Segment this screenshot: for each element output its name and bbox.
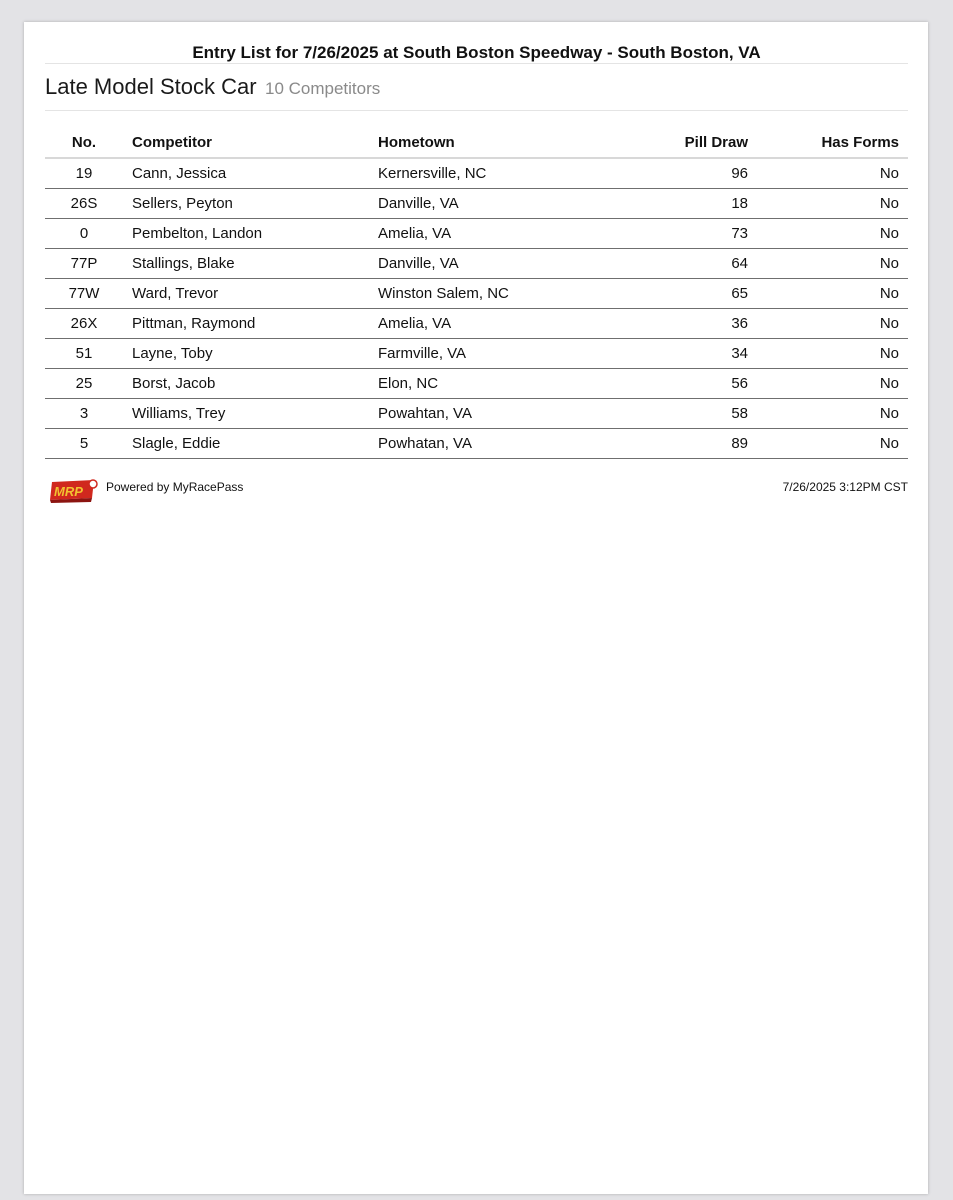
cell-has-forms: No	[748, 429, 908, 459]
entry-table	[45, 127, 908, 459]
cell-has-forms: No	[748, 369, 908, 399]
table-row	[45, 309, 908, 339]
table-row	[45, 249, 908, 279]
page-title: Entry List for 7/26/2025 at South Boston Speedway - South Boston, VA	[192, 43, 761, 62]
cell-has-forms: No	[748, 158, 908, 189]
cell-hometown: Amelia, VA	[378, 309, 628, 339]
cell-has-forms: No	[748, 219, 908, 249]
cell-no: 26S	[45, 189, 123, 219]
cell-no: 5	[45, 429, 123, 459]
cell-has-forms: No	[748, 339, 908, 369]
cell-pill-draw: 58	[628, 399, 748, 429]
cell-competitor: Sellers, Peyton	[123, 189, 378, 219]
cell-hometown: Powhatan, VA	[378, 429, 628, 459]
cell-no: 3	[45, 399, 123, 429]
header-has-forms: Has Forms	[748, 127, 908, 158]
cell-competitor: Stallings, Blake	[123, 249, 378, 279]
cell-pill-draw: 96	[628, 158, 748, 189]
header-no: No.	[45, 127, 123, 158]
cell-pill-draw: 64	[628, 249, 748, 279]
table-row	[45, 339, 908, 369]
cell-pill-draw: 65	[628, 279, 748, 309]
class-header	[45, 64, 908, 110]
cell-competitor: Ward, Trevor	[123, 279, 378, 309]
document-content	[45, 22, 908, 511]
cell-no: 0	[45, 219, 123, 249]
header-pill-draw: Pill Draw	[628, 127, 748, 158]
cell-pill-draw: 73	[628, 219, 748, 249]
powered-by-text: Powered by MyRacePass	[106, 480, 244, 494]
document-page	[24, 22, 928, 1194]
cell-hometown: Powahtan, VA	[378, 399, 628, 429]
generated-timestamp: 7/26/2025 3:12PM CST	[782, 480, 908, 494]
cell-pill-draw: 89	[628, 429, 748, 459]
cell-no: 19	[45, 158, 123, 189]
cell-has-forms: No	[748, 249, 908, 279]
logo-text: MRP	[54, 484, 83, 499]
cell-has-forms: No	[748, 399, 908, 429]
header-competitor: Competitor	[123, 127, 378, 158]
page-footer	[45, 471, 908, 511]
table-header-row	[45, 127, 908, 158]
cell-has-forms: No	[748, 279, 908, 309]
cell-competitor: Williams, Trey	[123, 399, 378, 429]
cell-pill-draw: 34	[628, 339, 748, 369]
cell-competitor: Slagle, Eddie	[123, 429, 378, 459]
cell-hometown: Kernersville, NC	[378, 158, 628, 189]
header-hometown: Hometown	[378, 127, 628, 158]
cell-pill-draw: 36	[628, 309, 748, 339]
table-row	[45, 279, 908, 309]
cell-pill-draw: 56	[628, 369, 748, 399]
table-row	[45, 189, 908, 219]
cell-has-forms: No	[748, 189, 908, 219]
cell-competitor: Borst, Jacob	[123, 369, 378, 399]
class-name: Late Model Stock Car	[45, 74, 257, 99]
cell-no: 77P	[45, 249, 123, 279]
cell-competitor: Cann, Jessica	[123, 158, 378, 189]
table-row	[45, 429, 908, 459]
cell-no: 77W	[45, 279, 123, 309]
class-divider	[45, 110, 908, 111]
table-row	[45, 219, 908, 249]
table-row	[45, 399, 908, 429]
cell-hometown: Elon, NC	[378, 369, 628, 399]
cell-no: 26X	[45, 309, 123, 339]
myracepass-logo-icon	[48, 474, 98, 504]
cell-competitor: Layne, Toby	[123, 339, 378, 369]
table-row	[45, 369, 908, 399]
table-body	[45, 158, 908, 459]
cell-hometown: Danville, VA	[378, 189, 628, 219]
cell-has-forms: No	[748, 309, 908, 339]
table-row	[45, 158, 908, 189]
cell-pill-draw: 18	[628, 189, 748, 219]
cell-hometown: Amelia, VA	[378, 219, 628, 249]
cell-no: 51	[45, 339, 123, 369]
cell-competitor: Pittman, Raymond	[123, 309, 378, 339]
cell-competitor: Pembelton, Landon	[123, 219, 378, 249]
competitor-count: 10 Competitors	[265, 79, 381, 98]
cell-hometown: Winston Salem, NC	[378, 279, 628, 309]
cell-no: 25	[45, 369, 123, 399]
cell-hometown: Danville, VA	[378, 249, 628, 279]
cell-hometown: Farmville, VA	[378, 339, 628, 369]
